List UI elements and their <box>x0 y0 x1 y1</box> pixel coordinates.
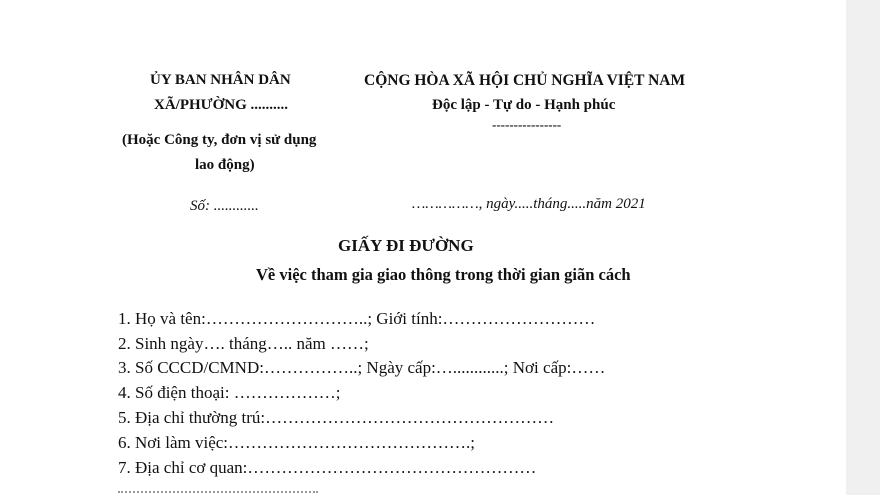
issuer-line-3: (Hoặc Công ty, đơn vị sử dụng <box>122 132 317 148</box>
field-office-address: 7. Địa chỉ cơ quan:…………………………………………… <box>118 458 537 477</box>
issuer-line-2: XÃ/PHƯỜNG .......... <box>154 97 289 113</box>
document-subtitle: Về việc tham gia giao thông trong thời gian giãn cách <box>256 265 631 284</box>
issuer-line-4: lao động) <box>195 157 255 173</box>
national-motto: Độc lập - Tự do - Hạnh phúc <box>432 97 616 113</box>
field-cutoff-line <box>118 486 328 495</box>
field-phone: 4. Số điện thoại: ………………; <box>118 383 341 402</box>
scrollbar-gutter[interactable] <box>846 0 880 495</box>
field-permanent-address: 5. Địa chỉ thường trú:…………………………………………… <box>118 408 555 427</box>
cutoff-text-fragment <box>118 491 318 495</box>
field-birth-date: 2. Sinh ngày…. tháng….. năm ……; <box>118 334 369 353</box>
field-id-number: 3. Số CCCD/CMND:……………..; Ngày cấp:…............; Nơi cấp:…… <box>118 358 606 377</box>
national-title: CỘNG HÒA XÃ HỘI CHỦ NGHĨA VIỆT NAM <box>364 72 686 89</box>
document-number: Số: ............ <box>190 198 259 214</box>
motto-divider: ---------------- <box>492 117 562 132</box>
document-title: GIẤY ĐI ĐƯỜNG <box>338 236 474 255</box>
field-full-name: 1. Họ và tên:………………………..; Giới tính:……………………… <box>118 309 596 328</box>
field-workplace: 6. Nơi làm việc:…………………………………….; <box>118 433 475 452</box>
date-line: ……………, ngày.....tháng.....năm 2021 <box>412 196 646 212</box>
issuer-line-1: ỦY BAN NHÂN DÂN <box>150 72 291 88</box>
